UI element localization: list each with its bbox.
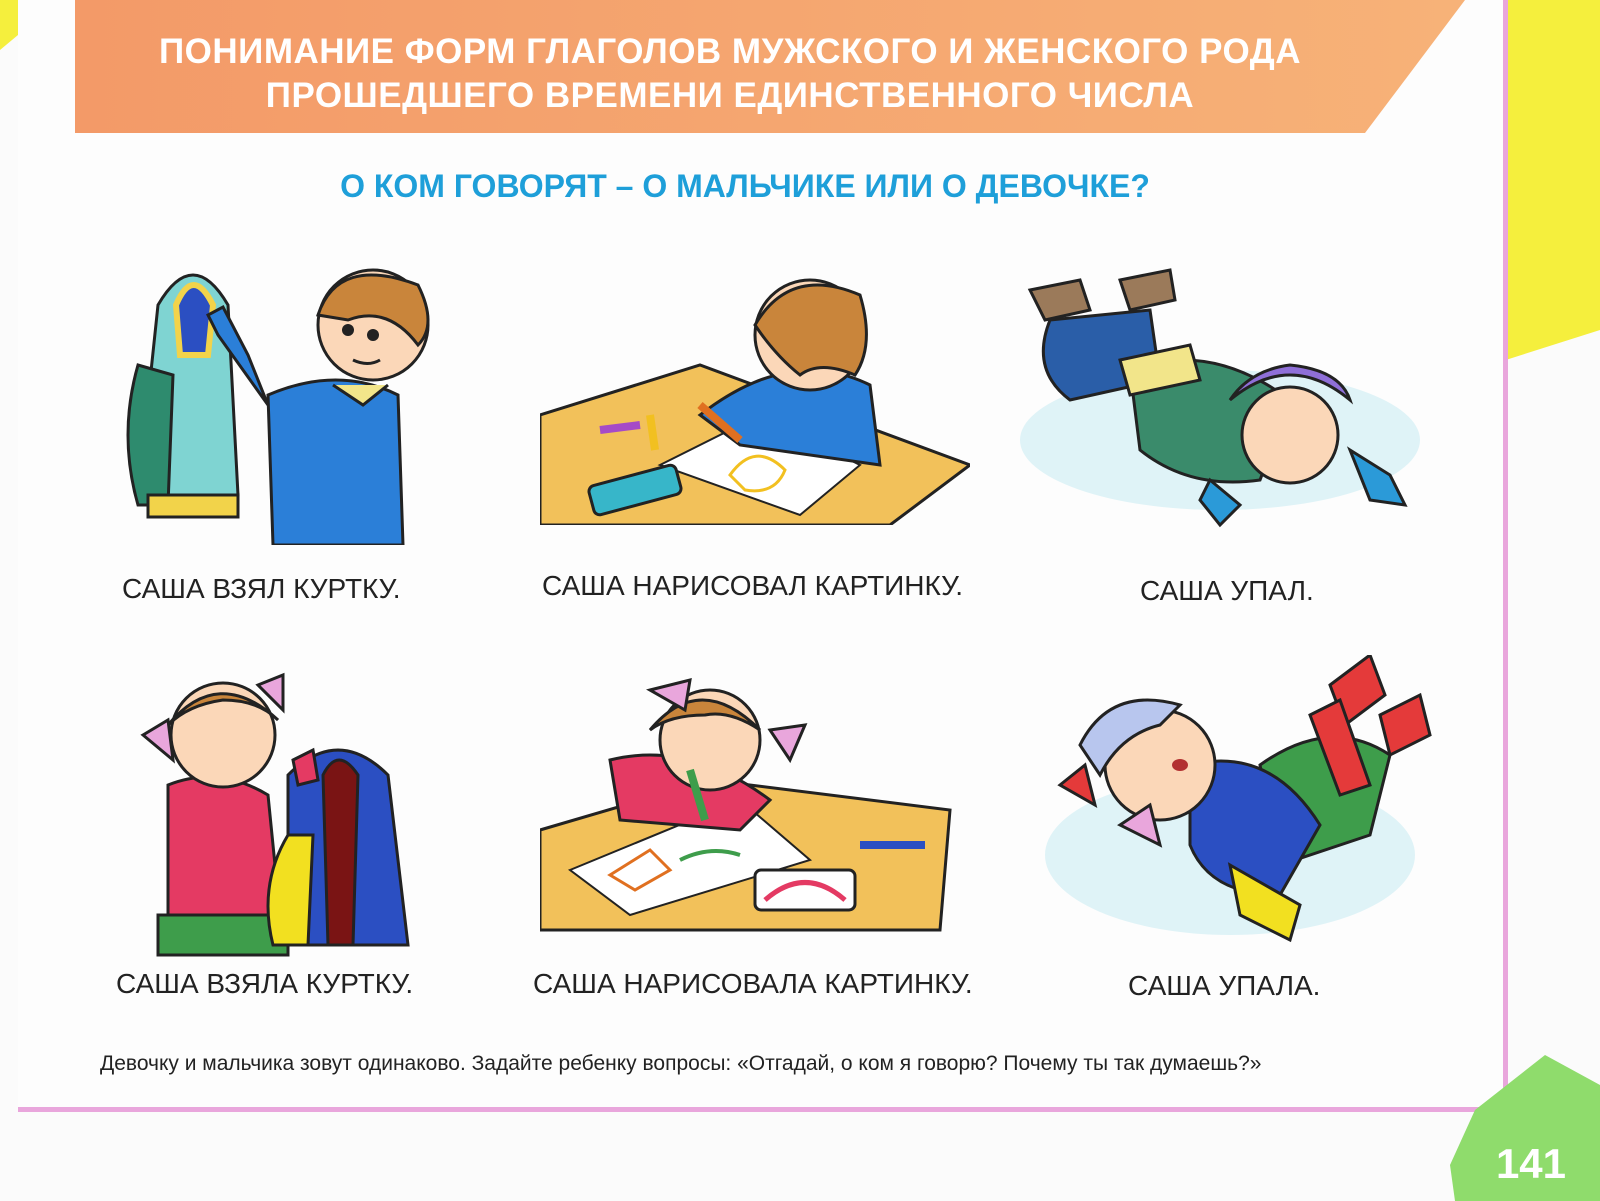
girl-drawing-illustration [540,670,970,940]
caption-boy-jacket: САША ВЗЯЛ КУРТКУ. [122,573,401,604]
caption-boy-fallen: САША УПАЛ. [1140,575,1314,606]
boy-drawing-illustration [540,265,970,525]
title-line-2: ПРОШЕДШЕГО ВРЕМЕНИ ЕДИНСТВЕННОГО ЧИСЛА [265,76,1195,115]
caption-girl-drawing: САША НАРИСОВАЛА КАРТИНКУ. [533,968,973,999]
caption-girl-fallen: САША УПАЛА. [1128,970,1321,1001]
boy-fallen-illustration [1010,260,1430,540]
instruction-note: Девочку и мальчика зовут одинаково. Задайте ребенку вопросы: «Отгадай, о ком я говорю? Почему ты так думаешь?» [100,1052,1262,1075]
page-title [75,30,1385,118]
girl-with-jacket-illustration [108,665,428,965]
girl-fallen-illustration [1040,655,1450,950]
caption-boy-drawing: САША НАРИСОВАЛ КАРТИНКУ. [542,570,963,601]
page-number: 141 [1495,1140,1567,1187]
boy-with-jacket-illustration [118,245,448,545]
title-line-1: ПОНИМАНИЕ ФОРМ ГЛАГОЛОВ МУЖСКОГО И ЖЕНСКОГО РОДА [159,32,1301,71]
caption-girl-jacket: САША ВЗЯЛА КУРТКУ. [116,968,414,999]
question-heading: О КОМ ГОВОРЯТ – О МАЛЬЧИКЕ ИЛИ О ДЕВОЧКЕ? [340,168,1150,204]
